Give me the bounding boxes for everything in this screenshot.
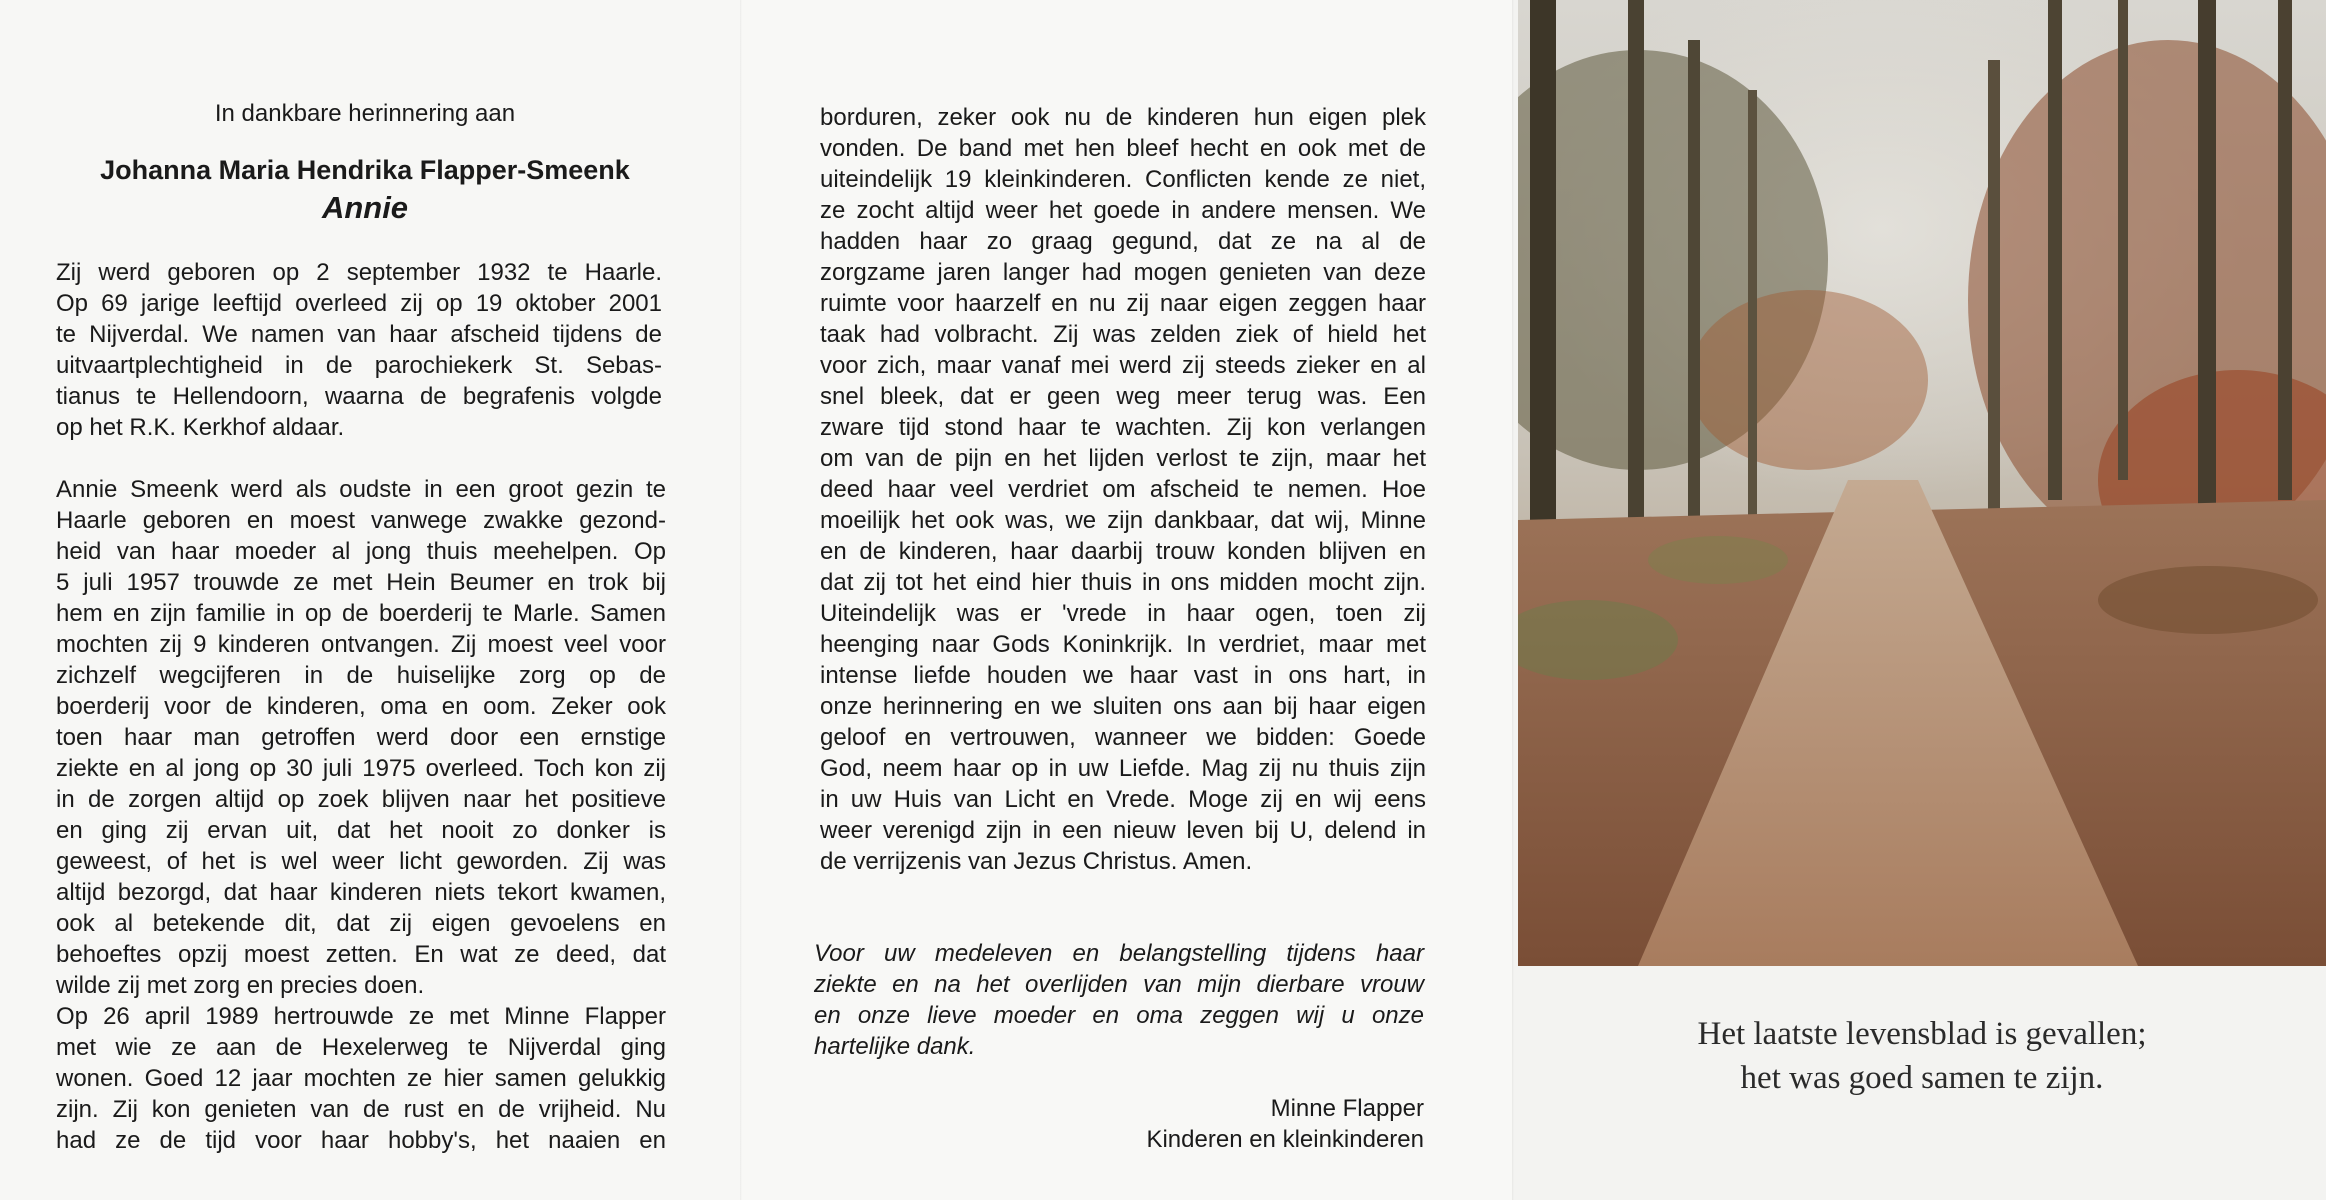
thanks-message xyxy=(814,938,1424,1062)
text-line: hartelijke dank. xyxy=(814,1033,976,1060)
poem-line: het was goed samen te zijn. xyxy=(1740,1060,2104,1096)
text-line: voor zich, maar vanaf mei werd zij steeds zieker en al xyxy=(820,352,1426,379)
text-line: heenging naar Gods Koninkrijk. In verdriet, maar met xyxy=(820,631,1426,658)
text-line: 5 juli 1957 trouwde ze met Hein Beumer en trok bij xyxy=(56,569,666,596)
text-line: geloof en vertrouwen, wanneer we bidden: Goede xyxy=(820,724,1426,751)
text-line: en ging zij ervan uit, dat het nooit zo donker is xyxy=(56,817,666,844)
bio-paragraph-2 xyxy=(56,474,666,1156)
text-line: om van de pijn en het lijden verlost te zijn, maar het xyxy=(820,445,1426,472)
text-line: Uiteindelijk was er 'vrede in haar ogen, toen zij xyxy=(820,600,1426,627)
text-line: Haarle geboren en moest vanwege zwakke gezond- xyxy=(56,507,666,534)
dedication-heading: In dankbare herinnering aan xyxy=(214,100,516,127)
text-line: wonen. Goed 12 jaar mochten ze hier samen gelukkig xyxy=(56,1065,666,1092)
text-line: ziekte en al jong op 30 juli 1975 overleed. Toch kon zij xyxy=(56,755,666,782)
text-line: zichzelf wegcijferen in de huiselijke zorg op de xyxy=(56,662,666,689)
text-line: wilde zij met zorg en precies doen. xyxy=(56,972,425,999)
text-line: God, neem haar op in uw Liefde. Mag zij nu thuis zijn xyxy=(820,755,1426,782)
text-line: ziekte en na het overlijden van mijn dierbare vrouw xyxy=(814,971,1424,998)
text-line: Voor uw medeleven en belangstelling tijdens haar xyxy=(814,940,1424,967)
text-line: tianus te Hellendoorn, waarna de begrafenis volgde xyxy=(56,383,662,410)
text-line: ook al betekende dit, dat zij eigen gevoelens en xyxy=(56,910,666,937)
text-line: dat zij tot het eind hier thuis in ons midden mocht zijn. xyxy=(820,569,1426,596)
text-line: hem en zijn familie in op de boerderij te Marle. Samen xyxy=(56,600,666,627)
text-line: taak had volbracht. Zij was zelden ziek of hield het xyxy=(820,321,1426,348)
text-line: intense liefde houden we haar vast in ons hart, in xyxy=(820,662,1426,689)
text-line: met wie ze aan de Hexelerweg te Nijverdal ging xyxy=(56,1034,666,1061)
text-line: hadden haar zo graag gegund, dat ze na al de xyxy=(820,228,1426,255)
text-line: in de zorgen altijd op zoek blijven naar het positieve xyxy=(56,786,666,813)
text-line: borduren, zeker ook nu de kinderen hun eigen plek xyxy=(820,104,1426,131)
text-line: altijd bezorgd, dat haar kinderen niets tekort kwamen, xyxy=(56,879,666,906)
fold-line xyxy=(740,0,742,1200)
text-line: Annie Smeenk werd als oudste in een groot gezin te xyxy=(56,476,666,503)
text-line: en onze lieve moeder en oma zeggen wij u onze xyxy=(814,1002,1424,1029)
text-line: weer verenigd zijn in een nieuw leven bij U, delend in xyxy=(820,817,1426,844)
signature-block xyxy=(1000,1093,1424,1155)
text-line: heid van haar moeder al jong thuis meehelpen. Op xyxy=(56,538,666,565)
poem xyxy=(1518,1012,2326,1100)
text-line: deed haar veel verdriet om afscheid te nemen. Hoe xyxy=(820,476,1426,503)
text-line: Op 69 jarige leeftijd overleed zij op 19 oktober 2001 xyxy=(56,290,662,317)
text-line: toen haar man getroffen werd door een ernstige xyxy=(56,724,666,751)
text-line: ze zocht altijd weer het goede in andere mensen. We xyxy=(820,197,1426,224)
bio-paragraph-1 xyxy=(56,257,662,443)
deceased-nickname: Annie xyxy=(321,190,409,225)
text-line: zware tijd stond haar te wachten. Zij kon verlangen xyxy=(820,414,1426,441)
text-line: te Nijverdal. We namen van haar afscheid tijdens de xyxy=(56,321,662,348)
text-line: in uw Huis van Licht en Vrede. Moge zij en wij eens xyxy=(820,786,1426,813)
text-line: moeilijk het ook was, we zijn dankbaar, dat wij, Minne xyxy=(820,507,1426,534)
text-line: uiteindelijk 19 kleinkinderen. Conflicten kende ze niet, xyxy=(820,166,1426,193)
text-line: had ze de tijd voor haar hobby's, het naaien en xyxy=(56,1127,666,1154)
signature-family: Kinderen en kleinkinderen xyxy=(1146,1126,1424,1153)
text-line: zijn. Zij kon genieten van de rust en de vrijheid. Nu xyxy=(56,1096,666,1123)
poem-line: Het laatste levensblad is gevallen; xyxy=(1697,1016,2147,1052)
text-line: boerderij voor de kinderen, oma en oom. Zeker ook xyxy=(56,693,666,720)
text-line: snel bleek, dat er geen weg meer terug was. Een xyxy=(820,383,1426,410)
fold-line xyxy=(1512,0,1514,1200)
text-line: onze herinnering en we sluiten ons aan bij haar eigen xyxy=(820,693,1426,720)
text-line: uitvaartplechtigheid in de parochiekerk St. Sebas- xyxy=(56,352,662,379)
deceased-full-name: Johanna Maria Hendrika Flapper-Smeenk xyxy=(100,155,630,185)
text-line: mochten zij 9 kinderen ontvangen. Zij moest veel voor xyxy=(56,631,666,658)
forest-path-photo xyxy=(1518,0,2326,966)
signature-name: Minne Flapper xyxy=(1270,1095,1424,1122)
text-line: en de kinderen, haar daarbij trouw konden blijven en xyxy=(820,538,1426,565)
text-line: op het R.K. Kerkhof aldaar. xyxy=(56,414,345,441)
bio-continued xyxy=(820,102,1426,877)
text-line: vonden. De band met hen bleef hecht en ook met de xyxy=(820,135,1426,162)
text-line: de verrijzenis van Jezus Christus. Amen. xyxy=(820,848,1253,875)
text-line: Zij werd geboren op 2 september 1932 te Haarle. xyxy=(56,259,662,286)
text-line: ruimte voor haarzelf en nu zij naar eigen zeggen haar xyxy=(820,290,1426,317)
text-line: Op 26 april 1989 hertrouwde ze met Minne Flapper xyxy=(56,1003,666,1030)
text-line: behoeftes opzij moest zetten. En wat ze deed, dat xyxy=(56,941,666,968)
text-line: zorgzame jaren langer had mogen genieten van deze xyxy=(820,259,1426,286)
text-line: geweest, of het is wel weer licht geworden. Zij was xyxy=(56,848,666,875)
